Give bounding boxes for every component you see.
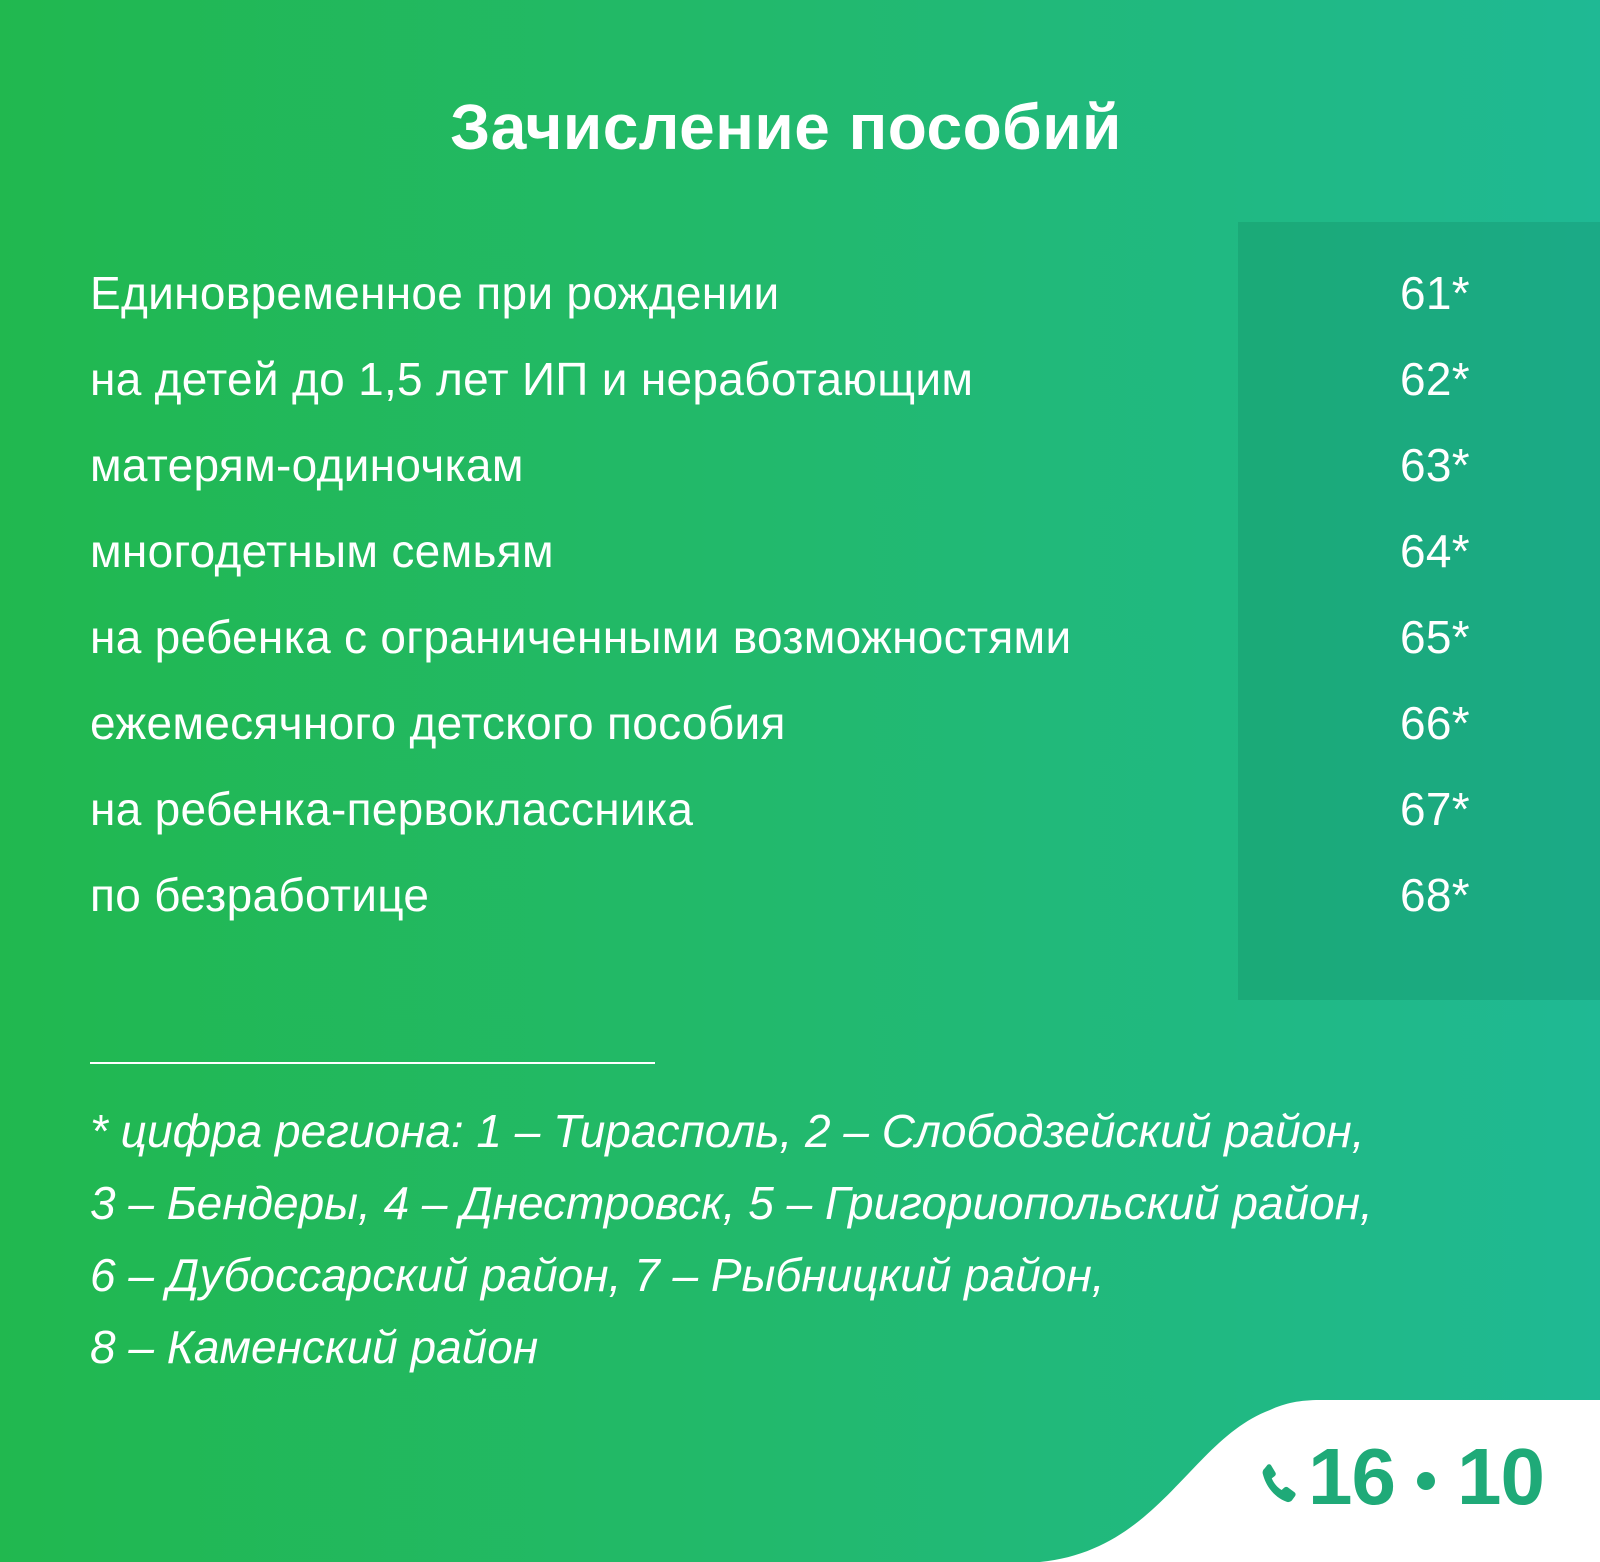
benefit-code: 66* [1400,697,1470,749]
benefit-code: 68* [1400,869,1470,921]
footnote-line: 6 – Дубоссарский район, 7 – Рыбницкий район, [90,1249,1105,1301]
benefit-label: на ребенка с ограниченными возможностями [90,611,1072,663]
benefit-code: 61* [1400,267,1470,319]
list-item [90,852,1470,938]
benefit-code: 65* [1400,611,1470,663]
list-item [90,336,1470,422]
list-item [90,508,1470,594]
footnote [90,1095,1530,1383]
benefit-code: 67* [1400,783,1470,835]
benefit-code: 64* [1400,525,1470,577]
benefit-label: на ребенка-первоклассника [90,783,694,835]
benefit-label: на детей до 1,5 лет ИП и неработающим [90,353,974,405]
footnote-line: 8 – Каменский район [90,1321,539,1373]
benefit-label: по безработице [90,869,430,921]
phone-icon [1258,1458,1302,1510]
list-item [90,680,1470,766]
phone-part-1: 16 [1308,1432,1395,1521]
list-item [90,422,1470,508]
benefit-code: 63* [1400,439,1470,491]
footnote-divider [90,1062,655,1064]
list-item [90,594,1470,680]
phone-number[interactable] [1258,1427,1544,1527]
list-item [90,766,1470,852]
phone-part-2: 10 [1456,1432,1544,1521]
footnote-line: * цифра региона: 1 – Тирасполь, 2 – Слободзейский район, [90,1105,1365,1157]
benefit-label: ежемесячного детского пособия [90,697,786,749]
page-title: Зачисление пособий [450,91,1122,163]
benefit-label: матерям-одиночкам [90,439,524,491]
benefit-label: Единовременное при рождении [90,267,780,319]
list-item [90,250,1470,336]
footnote-line: 3 – Бендеры, 4 – Днестровск, 5 – Григориопольский район, [90,1177,1373,1229]
separator-dot [1417,1472,1435,1490]
benefit-label: многодетным семьям [90,525,554,577]
benefits-list [90,250,1470,938]
benefit-code: 62* [1400,353,1470,405]
